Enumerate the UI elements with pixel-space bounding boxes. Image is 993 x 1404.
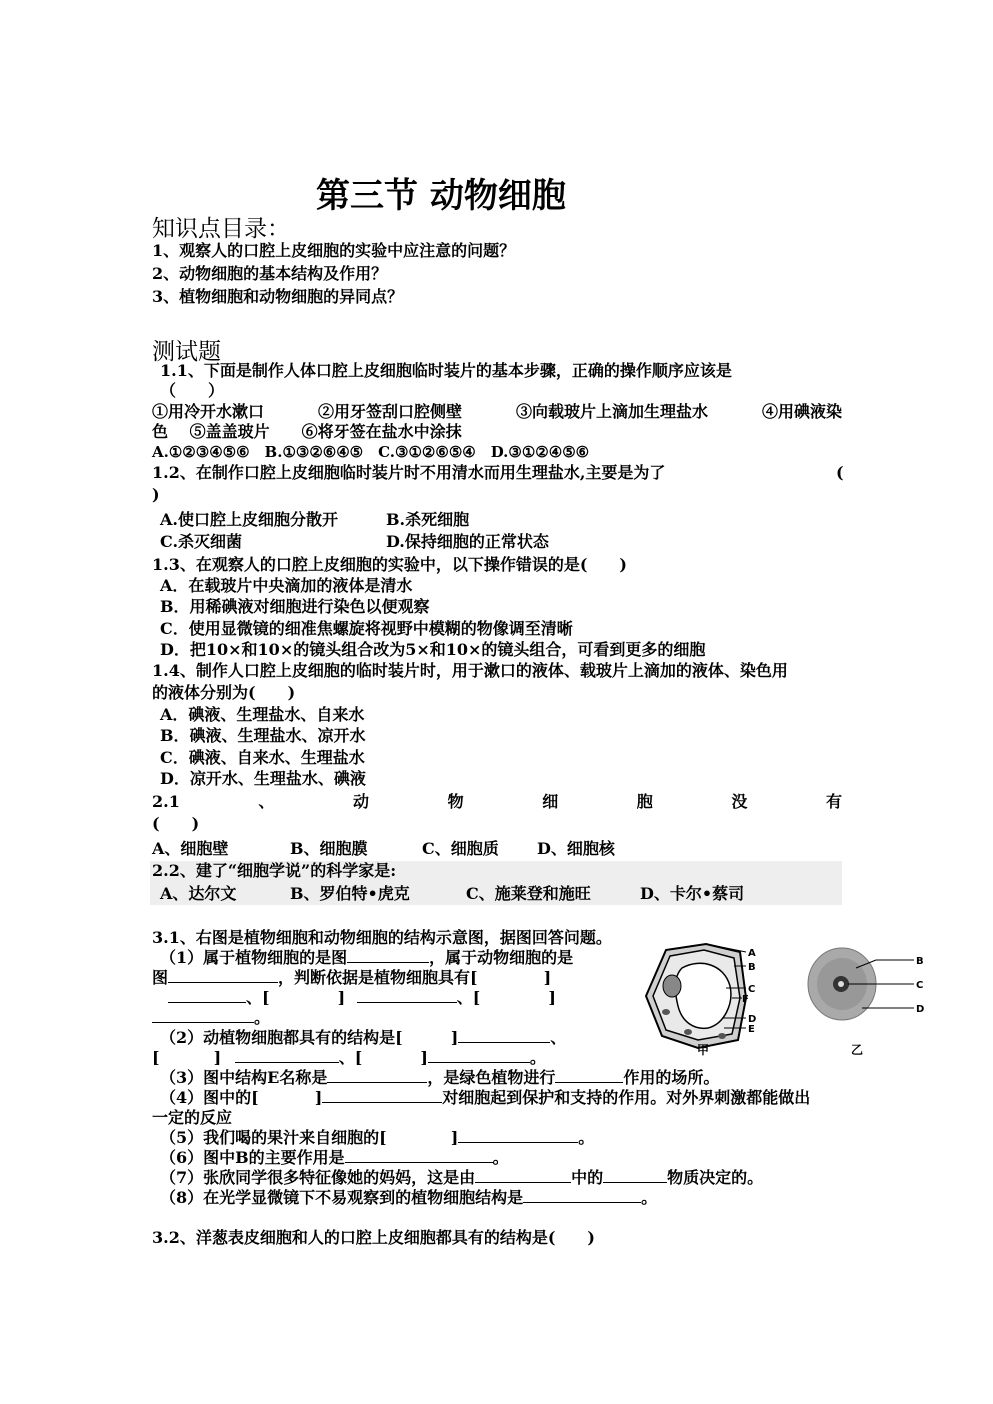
toc-item: 1、观察人的口腔上皮细胞的实验中应注意的问题？ [152, 241, 516, 260]
chloroplast [718, 1033, 726, 1039]
q21-char: 有 [825, 792, 842, 811]
q31-p5-text: 。 [578, 1128, 595, 1147]
q22-option: D、卡尔•蔡司 [640, 884, 745, 903]
blank[interactable] [327, 1068, 427, 1083]
q31-p1-blanks [168, 988, 556, 1008]
q11-options: A.①②③④⑤⑥ B.①③②⑥④⑤ C.③①②⑥⑤④ D.③①②④⑤⑥ [152, 443, 590, 461]
q13-option: C．使用显微镜的细准焦螺旋将视野中模糊的物像调至清晰 [160, 619, 573, 638]
q31-p4-text: 对细胞起到保护和支持的作用。对外界刺激都能做出 [442, 1088, 811, 1107]
q21-char: 物 [447, 792, 464, 811]
q21-char: 没 [731, 792, 748, 811]
q31-p1-text: （1）属于植物细胞的是图 [160, 948, 348, 967]
q31-p7-text: 中的 [571, 1168, 604, 1187]
q13-option: D．把10×和10×的镜头组合改为5×和10×的镜头组合，可看到更多的细胞 [160, 640, 706, 659]
q31-p2-cont [152, 1048, 546, 1068]
q31-p8-text: （8）在光学显微镜下不易观察到的植物细胞结构是 [160, 1188, 524, 1207]
blank[interactable] [555, 1068, 623, 1083]
q31-p4-text: （4）图中的[ [160, 1088, 259, 1107]
q31-p4 [160, 1088, 810, 1108]
blank[interactable] [475, 1168, 571, 1183]
q22-stem: 2.2、建了“细胞学说”的科学家是: [152, 861, 397, 880]
q31-p5-text: （5）我们喝的果汁来自细胞的[ [160, 1128, 387, 1147]
q22-option: A、达尔文 [160, 884, 237, 903]
q31-p2-text: ] [213, 1048, 222, 1067]
q14-option: C．碘液、自来水、生理盐水 [160, 748, 365, 767]
q13-stem: 1.3、在观察人的口腔上皮细胞的实验中，以下操作错误的是( ) [152, 555, 627, 574]
q13-option: A．在载玻片中央滴加的液体是清水 [160, 576, 413, 595]
q31-p1 [160, 948, 573, 968]
q31-p3-text: ，是绿色植物进行 [427, 1068, 556, 1087]
q31-p8-text: 。 [641, 1188, 658, 1207]
q21-option: D、细胞核 [537, 839, 615, 858]
q32-stem: 3.2、洋葱表皮细胞和人的口腔上皮细胞都具有的结构是( ) [152, 1228, 595, 1247]
vacuole [675, 963, 731, 1028]
q31-p2-text: 、 [550, 1028, 567, 1047]
q21-paren: ( ) [152, 814, 200, 833]
blank[interactable] [152, 1008, 254, 1023]
q12-option-b: B.杀死细胞 [386, 510, 470, 529]
blank[interactable] [235, 1048, 339, 1063]
q12-stem: 1.2、在制作口腔上皮细胞临时装片时不用清水而用生理盐水,主要是为了 [152, 463, 666, 482]
q31-p8 [160, 1188, 657, 1208]
q11-step: ③向载玻片上滴加生理盐水 [515, 402, 708, 421]
blank[interactable] [428, 1048, 530, 1063]
q14-option: B．碘液、生理盐水、凉开水 [160, 726, 366, 745]
q31-p3-text: （3）图中结构E名称是 [160, 1068, 328, 1087]
q11-stem: 1.1、下面是制作人体口腔上皮细胞临时装片的基本步骤，正确的操作顺序应该是 [160, 361, 732, 380]
q12-option-a: A.使口腔上皮细胞分散开 [160, 510, 338, 529]
q12-option-c: C.杀灭细菌 [160, 532, 243, 551]
caption-jia: 甲 [697, 1043, 710, 1057]
q11-step: ②用牙签刮口腔侧壁 [317, 402, 462, 421]
q21-stem [152, 792, 842, 812]
page-title: 第三节 动物细胞 [316, 176, 566, 216]
q11-steps-cont: 色 ⑤盖盖玻片 ⑥将牙签在盐水中涂抹 [152, 422, 462, 441]
blank[interactable] [168, 968, 278, 983]
q21-option: A、细胞壁 [152, 839, 229, 858]
label-c: C [748, 984, 756, 995]
label-b: B [748, 962, 756, 973]
blank[interactable] [322, 1088, 442, 1103]
q31-p4-text: ] [314, 1088, 323, 1107]
label-f: F [742, 994, 749, 1005]
q21-char: 胞 [636, 792, 653, 811]
blank[interactable] [347, 948, 429, 963]
q31-p2-text: [ [152, 1048, 160, 1067]
label-e: E [748, 1024, 755, 1035]
label-d: D [916, 1004, 925, 1015]
nucleolus [838, 981, 844, 987]
chloroplast [684, 1029, 692, 1035]
q31-p3-text: 作用的场所。 [623, 1068, 720, 1087]
q31-p1-text: ] [337, 988, 346, 1007]
q11-step: ①用冷开水漱口 [152, 402, 265, 421]
q31-p1-text: 图 [152, 968, 169, 987]
q31-p1-text: ] [548, 988, 556, 1007]
q31-p1-text: 、[ [246, 988, 270, 1007]
q14-stem-cont: 的液体分别为( ) [152, 683, 296, 702]
q21-char: 、 [258, 792, 275, 811]
q22-option: B、罗伯特•虎克 [290, 884, 410, 903]
q31-p1-text: ，属于动物细胞的是 [429, 948, 574, 967]
chloroplast [662, 1009, 670, 1015]
q31-p2-text: 。 [529, 1048, 546, 1067]
q31-p7-text: 物质决定的。 [667, 1168, 764, 1187]
q21-char: 动 [353, 792, 370, 811]
q31-p1-end [152, 1008, 270, 1028]
q31-p6-text: 。 [492, 1148, 509, 1167]
q22-block [150, 861, 842, 905]
q31-p2-text: ] [420, 1048, 428, 1067]
q31-p3 [160, 1068, 719, 1088]
q12-option-d: D.保持细胞的正常状态 [386, 532, 549, 551]
q21-char: 细 [542, 792, 559, 811]
q21-option: B、细胞膜 [290, 839, 368, 858]
q12-paren-open: ( [836, 463, 844, 482]
q11-steps [152, 402, 842, 422]
q31-p2-text: 、[ [338, 1048, 363, 1067]
blank[interactable] [458, 1028, 550, 1043]
blank[interactable] [523, 1188, 641, 1203]
q31-p1-text: ] [543, 968, 552, 987]
label-c: C [916, 980, 924, 991]
q14-option: A．碘液、生理盐水、自来水 [160, 705, 365, 724]
q12-paren-close: ) [152, 485, 160, 504]
label-b: B [916, 956, 924, 967]
caption-yi: 乙 [851, 1043, 864, 1057]
q31-p2 [160, 1028, 566, 1048]
q31-p7-text: （7）张欣同学很多特征像她的妈妈，这是由 [160, 1168, 476, 1187]
toc-item: 3、植物细胞和动物细胞的异同点？ [152, 287, 404, 306]
q31-p1-text: 、[ [456, 988, 481, 1007]
q31-stem: 3.1、右图是植物细胞和动物细胞的结构示意图，据图回答问题。 [152, 928, 612, 947]
q31-p2-text: ] [450, 1028, 459, 1047]
q13-option: B．用稀碘液对细胞进行染色以便观察 [160, 597, 430, 616]
label-a: A [748, 948, 756, 959]
blank[interactable] [603, 1168, 667, 1183]
q14-option: D．凉开水、生理盐水、碘液 [160, 769, 366, 788]
q21-option: C、细胞质 [422, 839, 499, 858]
q31-p2-text: （2）动植物细胞都具有的结构是[ [160, 1028, 403, 1047]
label-d: D [748, 1014, 757, 1025]
blank[interactable] [357, 988, 457, 1003]
q31-p5 [160, 1128, 594, 1148]
animal-cell-figure [806, 946, 930, 1032]
q11-step: ④用碘液染 [761, 402, 842, 421]
q31-p1-text: ，判断依据是植物细胞具有[ [278, 968, 478, 987]
q14-stem: 1.4、制作人口腔上皮细胞的临时装片时，用于漱口的液体、载玻片上滴加的液体、染色用 [152, 661, 788, 680]
q31-p6-text: （6）图中B的主要作用是 [160, 1148, 345, 1167]
q11-paren: （ ） [160, 381, 225, 400]
q21-char: 2.1 [152, 792, 180, 811]
toc-heading: 知识点目录： [152, 216, 290, 242]
blank[interactable] [458, 1128, 578, 1143]
blank[interactable] [168, 988, 246, 1003]
test-heading: 测试题 [152, 339, 221, 365]
q31-p1-cont [152, 968, 551, 988]
toc-item: 2、动物细胞的基本结构及作用？ [152, 264, 388, 283]
q31-p6 [160, 1148, 509, 1168]
nucleus [663, 975, 681, 997]
q31-p5-text: ] [450, 1128, 459, 1147]
q31-p7 [160, 1168, 763, 1188]
q22-option: C、施莱登和施旺 [466, 884, 591, 903]
q31-p4-cont: 一定的反应 [152, 1108, 233, 1127]
blank[interactable] [345, 1148, 493, 1163]
q31-p1-text: 。 [254, 1008, 271, 1027]
